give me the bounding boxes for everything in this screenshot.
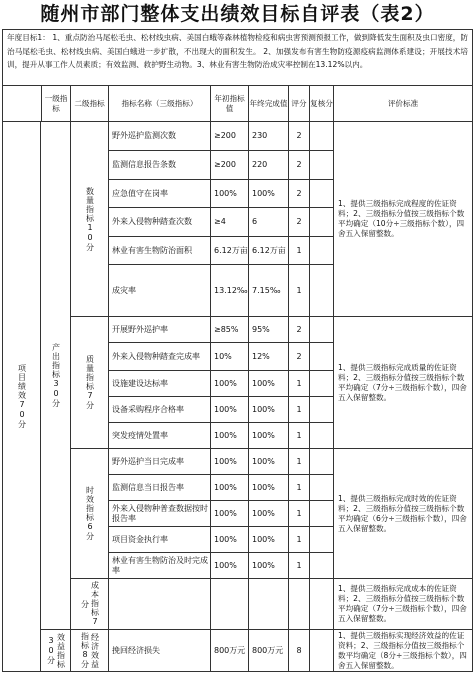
- row-2-target: 100%: [211, 180, 249, 208]
- row-4-name: 林业有害生物防治面积: [109, 237, 211, 265]
- row-16-score: 8: [289, 630, 310, 671]
- row-3-name: 外来入侵物种踏查次数: [109, 208, 211, 237]
- row-9-review: [310, 397, 334, 423]
- row-16-review: [310, 630, 334, 671]
- row-10-actual: 100%: [249, 423, 289, 449]
- level1-output: 产出指标30分: [41, 122, 71, 630]
- row-7-review: [310, 343, 334, 371]
- cost-empty-score: [289, 579, 310, 630]
- outer-label: 项目绩效70分: [3, 122, 41, 671]
- row-0-actual: 230: [249, 122, 289, 151]
- group-timeliness: 时效指标6分: [71, 449, 109, 579]
- row-11-review: [310, 449, 334, 475]
- row-3-review: [310, 208, 334, 237]
- header-actual: 年终完成值: [249, 86, 289, 122]
- row-3-target: ≥4: [211, 208, 249, 237]
- row-16-name: 挽回经济损失: [109, 630, 211, 671]
- row-5-name: 成灾率: [109, 265, 211, 317]
- row-12-review: [310, 475, 334, 501]
- row-6-actual: 95%: [249, 317, 289, 343]
- row-5-score: 1: [289, 265, 310, 317]
- page-title: 随州市部门整体支出绩效目标自评表（表2）: [40, 3, 435, 25]
- row-9-target: 100%: [211, 397, 249, 423]
- row-16-actual: 800万元: [249, 630, 289, 671]
- header-review: 复核分: [310, 86, 334, 122]
- group-quantity: 数量指标10分: [71, 122, 109, 317]
- header-criteria: 评价标准: [334, 86, 472, 122]
- row-8-name: 设施建设达标率: [109, 371, 211, 397]
- row-12-actual: 100%: [249, 475, 289, 501]
- criteria-timeliness: 1、提供三级指标完成时效的佐证资料；2、三级指标分值按三级指标个数平均确定（6分÷三级指标个数），四舍五入保留整数。: [334, 449, 472, 579]
- row-0-review: [310, 122, 334, 151]
- header-target: 年初指标值: [211, 86, 249, 122]
- row-7-target: 10%: [211, 343, 249, 371]
- row-1-target: ≥200: [211, 151, 249, 180]
- row-6-name: 开展野外巡护率: [109, 317, 211, 343]
- level1-benefit: 效益指标30分: [41, 630, 71, 671]
- header-score: 评分: [289, 86, 310, 122]
- row-5-actual: 7.15‰: [249, 265, 289, 317]
- cost-empty-target: [211, 579, 249, 630]
- row-10-name: 突发疫情处置率: [109, 423, 211, 449]
- row-13-score: 1: [289, 501, 310, 527]
- row-7-name: 外来入侵物种踏查完成率: [109, 343, 211, 371]
- header-blank: [3, 86, 41, 122]
- row-12-score: 1: [289, 475, 310, 501]
- row-14-name: 项目资金执行率: [109, 527, 211, 553]
- row-3-actual: 6: [249, 208, 289, 237]
- row-8-target: 100%: [211, 371, 249, 397]
- group-quality: 质量指标7分: [71, 317, 109, 449]
- row-2-actual: 100%: [249, 180, 289, 208]
- row-2-name: 应急值守在岗率: [109, 180, 211, 208]
- row-11-actual: 100%: [249, 449, 289, 475]
- row-9-name: 设备采购程序合格率: [109, 397, 211, 423]
- row-15-score: 1: [289, 553, 310, 579]
- header-level2: 二级指标: [71, 86, 109, 122]
- row-8-actual: 100%: [249, 371, 289, 397]
- criteria-quality: 1、提供三级指标完成质量的佐证资料；2、三级指标分值按三级指标个数平均确定（7分÷三级指标个数），四舍五入保留整数。: [334, 317, 472, 449]
- row-4-actual: 6.12万亩: [249, 237, 289, 265]
- row-15-review: [310, 553, 334, 579]
- criteria-economic: 1、提供三级指标实现经济效益的佐证资料；2、三级指标分值按三级指标个数平均确定（8分÷三级指标个数），四舍五入保留整数。: [338, 630, 467, 670]
- row-7-actual: 12%: [249, 343, 289, 371]
- row-12-name: 监测信息当日报告率: [109, 475, 211, 501]
- row-7-score: 2: [289, 343, 310, 371]
- annual-target-text: 年度目标1： 1、重点防治马尾松毛虫、松材线虫病、美国白蛾等森林植物检疫和病虫害预测预报工作，做到降低发生面积及虫口密度，防治马尾松毛虫、松材线虫病、美国白蛾进一步扩散，不出现大的面积发生。 2、加强发布有害生物防疫源疫病监测体系建设；开展技术培训，提升从事工作人员素质；有效监测、救护野生动物。3、林业有害生物防治成灾率控制在13.12%以内。: [3, 30, 472, 86]
- row-11-name: 野外巡护当日完成率: [109, 449, 211, 475]
- row-14-review: [310, 527, 334, 553]
- row-15-name: 林业有害生物防治及时完成率: [109, 553, 211, 579]
- cost-empty-name: [109, 579, 211, 630]
- cost-empty-actual: [249, 579, 289, 630]
- row-6-target: ≥85%: [211, 317, 249, 343]
- row-4-review: [310, 237, 334, 265]
- row-2-score: 2: [289, 180, 310, 208]
- row-13-name: 外来入侵物种普查数据按时报告率: [109, 501, 211, 527]
- row-8-score: 1: [289, 371, 310, 397]
- row-10-target: 100%: [211, 423, 249, 449]
- row-9-actual: 100%: [249, 397, 289, 423]
- row-13-review: [310, 501, 334, 527]
- row-1-score: 2: [289, 151, 310, 180]
- row-14-actual: 100%: [249, 527, 289, 553]
- row-13-actual: 100%: [249, 501, 289, 527]
- group-economic: 经济效益指标8分: [71, 630, 109, 671]
- row-12-target: 100%: [211, 475, 249, 501]
- row-14-target: 100%: [211, 527, 249, 553]
- row-0-score: 2: [289, 122, 310, 151]
- row-11-target: 100%: [211, 449, 249, 475]
- row-11-score: 1: [289, 449, 310, 475]
- row-0-name: 野外巡护监测次数: [109, 122, 211, 151]
- row-16-target: 800万元: [211, 630, 249, 671]
- group-cost: 成本指标7分: [71, 579, 109, 630]
- row-4-score: 1: [289, 237, 310, 265]
- cost-empty-review: [310, 579, 334, 630]
- evaluation-table: [2, 29, 473, 672]
- row-10-review: [310, 423, 334, 449]
- row-4-target: 6.12万亩: [211, 237, 249, 265]
- row-1-actual: 220: [249, 151, 289, 180]
- row-15-target: 100%: [211, 553, 249, 579]
- row-1-name: 监测信息报告条数: [109, 151, 211, 180]
- row-9-score: 1: [289, 397, 310, 423]
- row-13-target: 100%: [211, 501, 249, 527]
- row-6-score: 2: [289, 317, 310, 343]
- criteria-quantity: 1、提供三级指标完成程度的佐证资料；2、三级指标分值按三级指标个数平均确定（10分÷三级指标个数），四舍五入保留整数。: [334, 122, 472, 317]
- row-0-target: ≥200: [211, 122, 249, 151]
- row-15-actual: 100%: [249, 553, 289, 579]
- row-5-target: 13.12‰: [211, 265, 249, 317]
- row-5-review: [310, 265, 334, 317]
- row-6-review: [310, 317, 334, 343]
- row-10-score: 1: [289, 423, 310, 449]
- row-1-review: [310, 151, 334, 180]
- row-2-review: [310, 180, 334, 208]
- header-indicator-name: 指标名称（三级指标）: [109, 86, 211, 122]
- row-3-score: 2: [289, 208, 310, 237]
- row-8-review: [310, 371, 334, 397]
- header-level1: 一级指标: [41, 86, 71, 122]
- criteria-cost: 1、提供三级指标完成成本的佐证资料；2、三级指标分值按三级指标个数平均确定（7分÷三级指标个数），四舍五入保留整数。: [334, 579, 472, 630]
- row-14-score: 1: [289, 527, 310, 553]
